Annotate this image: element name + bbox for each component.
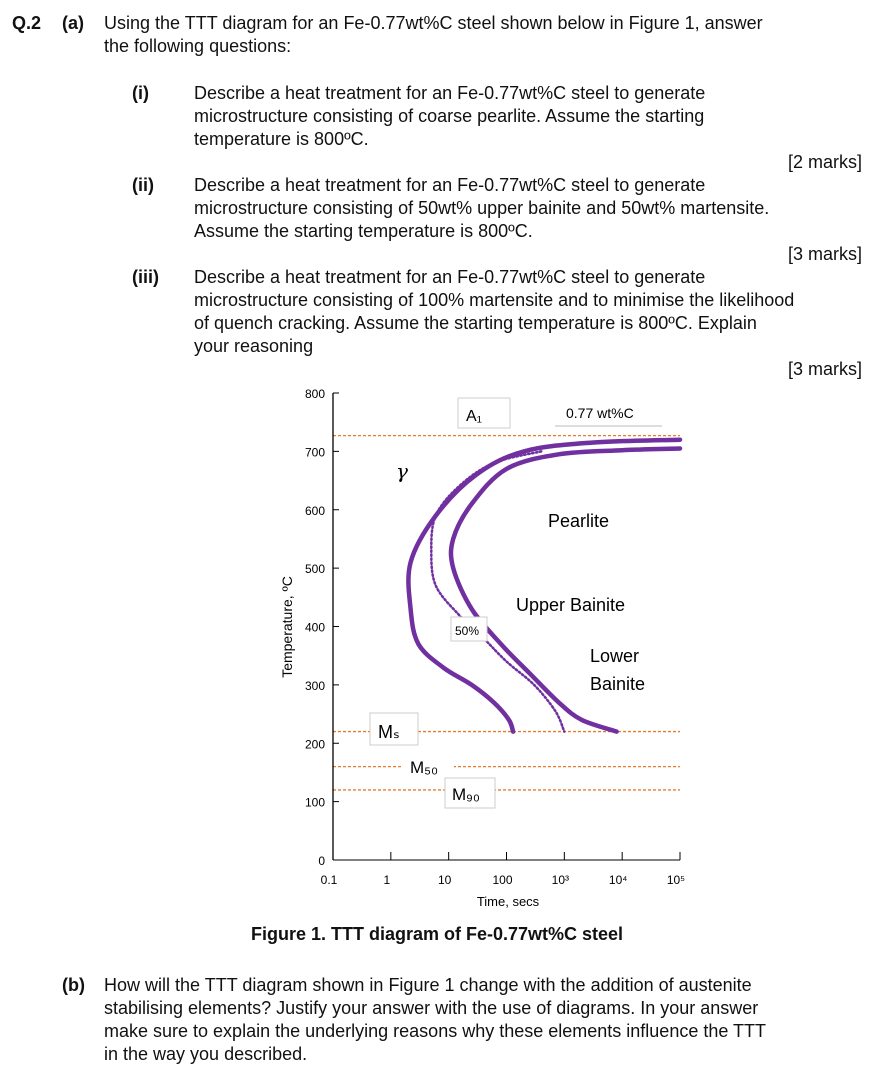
part-b-line3: make sure to explain the underlying reasons why these elements influence the TTT	[104, 1021, 767, 1041]
y-tick-label: 300	[304, 678, 325, 693]
figure-caption: Figure 1. TTT diagram of Fe-0.77wt%C steel	[250, 924, 624, 944]
item-ii-line1: Describe a heat treatment for an Fe-0.77wt%C steel to generate	[194, 175, 706, 195]
a1-label: A₁	[466, 408, 483, 425]
y-tick-label: 100	[304, 795, 325, 810]
y-tick-label: 700	[304, 445, 325, 460]
part-b-line1: How will the TTT diagram shown in Figure 1 change with the addition of austenite	[104, 975, 752, 995]
x-tick-label: 10⁴	[608, 873, 628, 887]
ms-label: Mₛ	[378, 722, 400, 742]
item-i-line3: temperature is 800ºC.	[194, 129, 369, 149]
y-tick-label: 500	[304, 562, 325, 577]
x-tick-label: 1	[383, 873, 391, 887]
x-tick-label: 100	[492, 873, 513, 887]
y-tick-label: 200	[304, 737, 325, 752]
fifty-label: 50%	[455, 624, 480, 638]
x-tick-label: 10⁵	[666, 873, 686, 887]
part-b-line2: stabilising elements? Justify your answer with the use of diagrams. In your answer	[104, 998, 759, 1018]
item-i-marks: [2 marks]	[787, 152, 862, 172]
y-tick-label: 0	[318, 854, 325, 868]
item-iii-label: (iii)	[132, 267, 159, 287]
item-iii-line2: microstructure consisting of 100% martensite and to minimise the likelihood	[194, 290, 795, 310]
lower-bainite-label-1: Lower	[590, 646, 640, 666]
x-axis-title: Time, secs	[476, 894, 540, 909]
item-iii-line1: Describe a heat treatment for an Fe-0.77wt%C steel to generate	[194, 267, 706, 287]
item-iii-marks: [3 marks]	[787, 359, 862, 379]
y-axis-title: Temperature, ºC	[279, 576, 295, 678]
pearlite-label: Pearlite	[548, 511, 610, 531]
item-iii-line3: of quench cracking. Assume the starting temperature is 800ºC. Explain	[194, 313, 757, 333]
lower-bainite-label-2: Bainite	[590, 674, 646, 694]
part-a-label: (a)	[62, 13, 84, 33]
item-ii-line3: Assume the starting temperature is 800ºC.	[194, 221, 533, 241]
part-a-stem-line2: the following questions:	[104, 36, 292, 56]
m90-label: M₉₀	[452, 785, 480, 804]
x-tick-label: 0.1	[320, 873, 338, 887]
x-tick-label: 10	[437, 873, 452, 887]
part-b-label: (b)	[62, 975, 85, 995]
y-tick-label: 800	[304, 387, 325, 401]
item-ii-label: (ii)	[132, 175, 154, 195]
item-ii-line2: microstructure consisting of 50wt% upper bainite and 50wt% martensite.	[194, 198, 770, 218]
item-ii-marks: [3 marks]	[787, 244, 862, 264]
question-number: Q.2	[12, 13, 42, 33]
part-a-stem-line1: Using the TTT diagram for an Fe-0.77wt%C steel shown below in Figure 1, answer	[104, 13, 763, 33]
item-i-line1: Describe a heat treatment for an Fe-0.77wt%C steel to generate	[194, 83, 706, 103]
part-b-text	[104, 974, 766, 1066]
part-b-line4: in the way you described.	[104, 1044, 308, 1064]
curve-finish	[451, 449, 680, 732]
upper-bainite-label: Upper Bainite	[516, 595, 626, 615]
item-iii-line4: your reasoning	[194, 336, 314, 356]
item-i-line2: microstructure consisting of coarse pearlite. Assume the starting	[194, 106, 705, 126]
item-i-label: (i)	[132, 83, 149, 103]
gamma-label: γ	[396, 459, 408, 483]
composition-label: 0.77 wt%C	[566, 405, 634, 421]
m50-label: M₅₀	[410, 758, 439, 777]
y-tick-label: 400	[304, 620, 325, 635]
y-tick-label: 600	[304, 503, 325, 518]
x-tick-label: 10³	[551, 873, 570, 887]
